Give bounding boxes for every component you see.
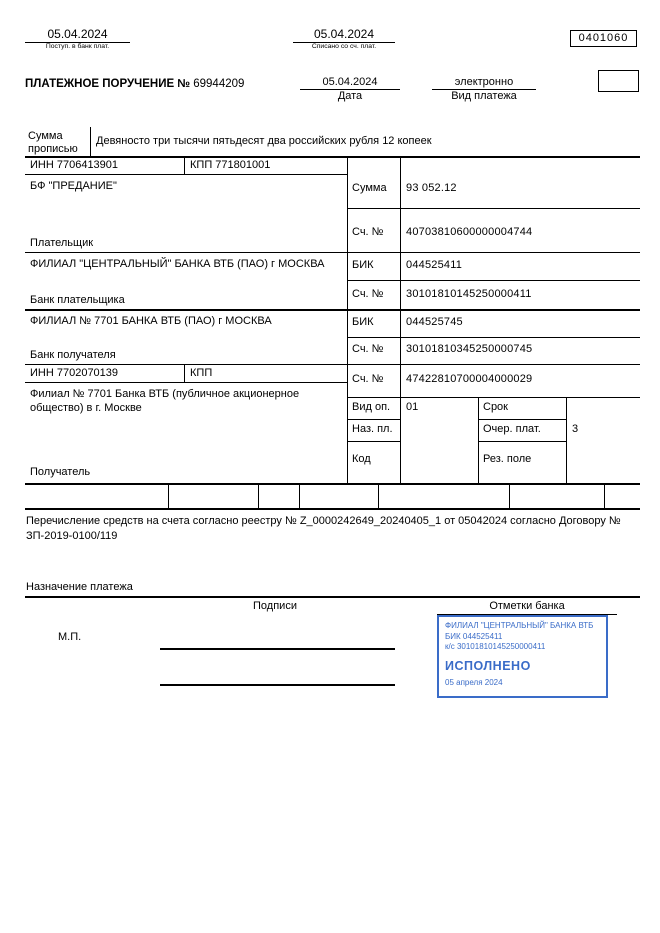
divider bbox=[184, 158, 185, 174]
divider bbox=[566, 397, 567, 483]
payment-kind-value: электронно bbox=[432, 76, 536, 90]
op-kind-label: Вид оп. bbox=[352, 401, 391, 413]
stamp-status: ИСПОЛНЕНО bbox=[445, 658, 531, 673]
divider bbox=[299, 485, 300, 508]
signatures-label: Подписи bbox=[253, 600, 297, 612]
bank-receipt-date-field bbox=[25, 27, 130, 50]
payer-bank-account-value: 30101810145250000411 bbox=[406, 288, 532, 300]
divider bbox=[258, 485, 259, 508]
payee-inn: ИНН 7702070139 bbox=[30, 367, 119, 379]
payment-kind-label: Вид платежа bbox=[451, 90, 517, 102]
stamp-bik: БИК 044525411 bbox=[445, 631, 503, 641]
signature-line bbox=[160, 684, 395, 686]
payee-account-value: 47422810700004000029 bbox=[406, 373, 533, 385]
divider bbox=[478, 419, 566, 420]
payer-bank-bik-label: БИК bbox=[352, 259, 374, 271]
title-text: ПЛАТЕЖНОЕ ПОРУЧЕНИЕ № bbox=[25, 78, 191, 90]
payer-bank-account-label: Сч. № bbox=[352, 288, 384, 300]
divider bbox=[347, 208, 640, 209]
payee-name: Филиал № 7701 Банка ВТБ (публичное акционерное общество) в г. Москве bbox=[30, 388, 300, 414]
purpose-text: Перечисление средств на счета согласно реестру № Z_0000242649_20240405_1 от 05042024 согласно Договору № ЗП-2019-0100/119 bbox=[26, 515, 621, 542]
date-value: 05.04.2024 bbox=[300, 76, 400, 90]
stamp-bank-name: ФИЛИАЛ "ЦЕНТРАЛЬНЫЙ" БАНКА ВТБ bbox=[445, 621, 594, 630]
term-label: Срок bbox=[483, 401, 508, 413]
divider bbox=[25, 174, 347, 175]
divider bbox=[378, 485, 379, 508]
payee-bank-bik-label: БИК bbox=[352, 316, 374, 328]
form-code-box: 0401060 bbox=[570, 30, 637, 47]
empty-mark-box bbox=[598, 70, 639, 92]
date-field bbox=[300, 76, 400, 102]
bank-marks-label: Отметки банка bbox=[489, 600, 565, 612]
divider bbox=[400, 156, 401, 483]
debit-date-value: 05.04.2024 bbox=[293, 27, 395, 43]
amount-words-label: Сумма прописью bbox=[28, 130, 78, 155]
payer-account-value: 40703810600000004744 bbox=[406, 226, 533, 238]
op-kind-value: 01 bbox=[406, 401, 419, 413]
stamp-corr-account: к/с 30101810145250000411 bbox=[445, 642, 546, 651]
purpose-code-label: Наз. пл. bbox=[352, 423, 393, 435]
divider bbox=[25, 309, 640, 311]
amount-words-value: Девяносто три тысячи пятьдесят два российских рубля 12 копеек bbox=[96, 135, 432, 147]
amount-label: Сумма bbox=[352, 182, 387, 194]
divider bbox=[478, 441, 566, 442]
divider bbox=[347, 280, 640, 281]
payee-bank-label: Банк получателя bbox=[30, 349, 116, 361]
divider bbox=[509, 485, 510, 508]
payer-account-label: Сч. № bbox=[352, 226, 384, 238]
divider bbox=[168, 485, 169, 508]
purpose-label: Назначение платежа bbox=[26, 581, 133, 593]
seal-place-label: М.П. bbox=[58, 631, 82, 643]
payer-bank-label: Банк плательщика bbox=[30, 294, 125, 306]
date-label: Дата bbox=[337, 90, 363, 102]
bank-execution-stamp bbox=[437, 615, 608, 698]
payer-kpp: КПП 771801001 bbox=[190, 159, 271, 171]
reserve-field-label: Рез. поле bbox=[483, 453, 532, 465]
document-title bbox=[25, 78, 244, 90]
document-number: 69944209 bbox=[193, 78, 245, 90]
divider bbox=[347, 337, 640, 338]
payer-name: БФ "ПРЕДАНИЕ" bbox=[30, 180, 117, 192]
payee-bank-account-label: Сч. № bbox=[352, 343, 384, 355]
payee-bank-account-value: 30101810345250000745 bbox=[406, 343, 533, 355]
payee-account-label: Сч. № bbox=[352, 373, 384, 385]
stamp-date: 05 апреля 2024 bbox=[445, 678, 503, 687]
payer-inn: ИНН 7706413901 bbox=[30, 159, 119, 171]
divider bbox=[347, 397, 640, 398]
divider bbox=[347, 441, 400, 442]
payee-label: Получатель bbox=[30, 466, 91, 478]
divider bbox=[604, 485, 605, 508]
bank-receipt-date-label: Поступ. в банк плат. bbox=[45, 43, 110, 50]
divider bbox=[184, 365, 185, 382]
divider bbox=[25, 252, 640, 253]
divider bbox=[25, 382, 347, 383]
priority-value: 3 bbox=[572, 423, 579, 435]
code-label: Код bbox=[352, 453, 371, 465]
divider bbox=[25, 483, 640, 485]
divider bbox=[25, 596, 640, 598]
payee-kpp: КПП bbox=[190, 367, 213, 379]
priority-label: Очер. плат. bbox=[483, 423, 541, 435]
amount-value: 93 052.12 bbox=[406, 182, 457, 194]
divider bbox=[478, 397, 479, 483]
divider bbox=[90, 127, 91, 157]
payer-bank-name: ФИЛИАЛ "ЦЕНТРАЛЬНЫЙ" БАНКА ВТБ (ПАО) г МОСКВА bbox=[30, 258, 325, 270]
divider bbox=[347, 156, 348, 483]
payer-bank-bik-value: 044525411 bbox=[406, 259, 463, 271]
payer-label: Плательщик bbox=[30, 237, 94, 249]
divider bbox=[25, 364, 640, 365]
debit-date-label: Списано со сч. плат. bbox=[311, 43, 377, 50]
payee-bank-bik-value: 044525745 bbox=[406, 316, 463, 328]
divider bbox=[25, 508, 640, 510]
debit-date-field bbox=[293, 27, 395, 50]
payment-kind-field bbox=[432, 76, 536, 102]
payee-bank-name: ФИЛИАЛ № 7701 БАНКА ВТБ (ПАО) г МОСКВА bbox=[30, 315, 272, 327]
signature-line bbox=[160, 648, 395, 650]
divider bbox=[25, 156, 640, 158]
bank-receipt-date-value: 05.04.2024 bbox=[25, 27, 130, 43]
divider bbox=[347, 419, 400, 420]
